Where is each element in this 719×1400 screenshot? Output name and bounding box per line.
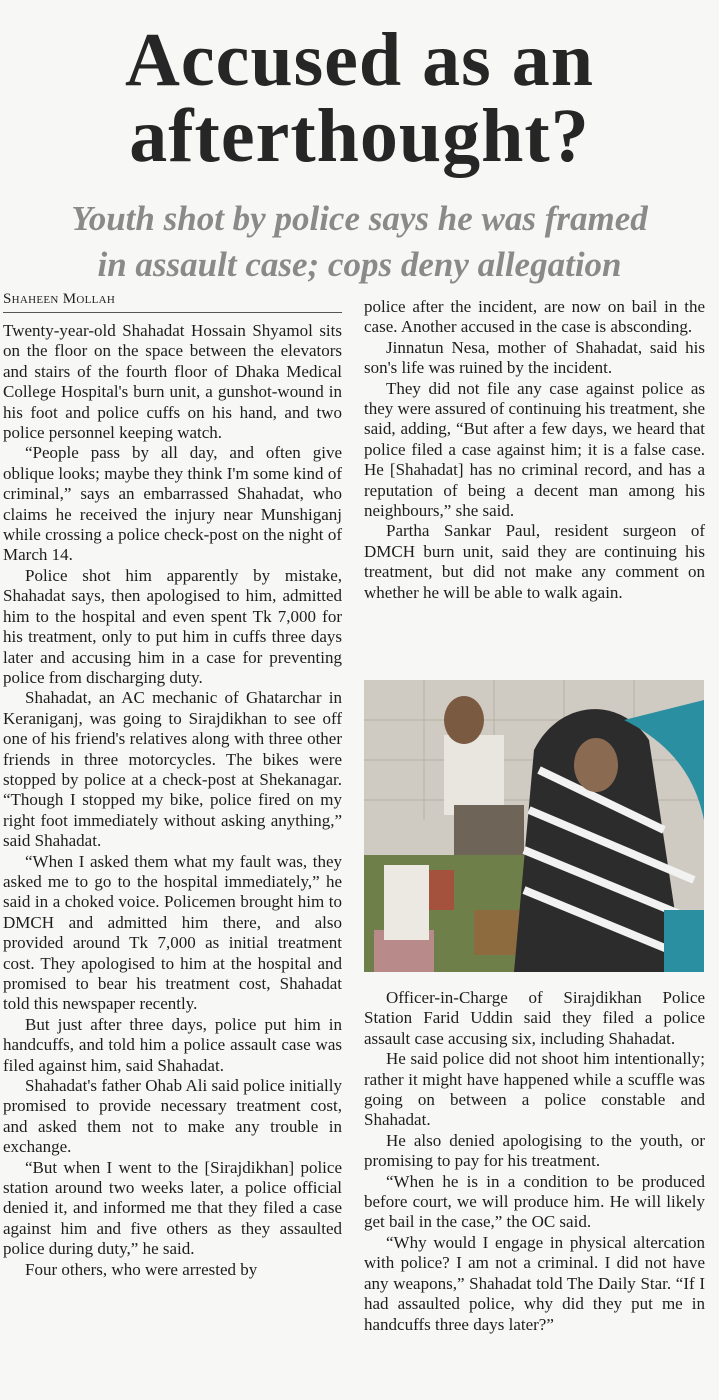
- headline-line-1: Accused as an: [124, 18, 595, 102]
- headline: [0, 18, 719, 178]
- paragraph: Shahadat's father Ohab Ali said police initially promised to provide necessary treatment cost, and asked them not to make any trouble in exchange.: [3, 1076, 342, 1157]
- news-photo: [364, 680, 704, 972]
- paragraph: They did not file any case against police as they were assured of continuing his treatment, she said, adding, “But after a few days, we heard that police filed a case against him; it is a false case. He [Shahadat] has no criminal record, and has a reputation of being a decent man among his neighbours,” she said.: [364, 378, 705, 521]
- subheadline-line-1: Youth shot by police says he was framed: [71, 199, 648, 238]
- paragraph: Police shot him apparently by mistake, Shahadat says, then apologised to him, admitted him to the hospital and even spent Tk 7,000 for his treatment, only to put him in cuffs three days later and accusing him in a case for preventing police from discharging duty.: [3, 565, 342, 687]
- headline-line-2: afterthought?: [129, 94, 590, 178]
- paragraph: “People pass by all day, and often give oblique looks; maybe they think I'm some kind of criminal,” says an embarrassed Shahadat, who claims he received the injury near Munshiganj while crossing a police check-post on the night of March 14.: [3, 443, 342, 565]
- subheadline: [0, 196, 719, 288]
- paragraph: Shahadat, an AC mechanic of Ghatarchar in Keraniganj, was going to Sirajdikhan to see off one of his friend's relatives along with three other friends in three motorcycles. The bikes were stopped by police at a check-post at Shekanagar. “Though I stopped my bike, police fired on my right foot immediately without asking anything,” said Shahadat.: [3, 688, 342, 851]
- paragraph: Four others, who were arrested by: [25, 1259, 258, 1279]
- subheadline-line-2: in assault case; cops deny allegation: [97, 245, 622, 284]
- paragraph: police after the incident, are now on bail in the case. Another accused in the case is absconding.: [364, 297, 705, 337]
- paragraph: Twenty-year-old Shahadat Hossain Shyamol sits on the floor on the space between the elevators and stairs of the fourth floor of Dhaka Medical College Hospital's burn unit, a gunshot-wound in his foot and police cuffs on his hand, and two police personnel keeping watch.: [3, 321, 342, 443]
- paragraph: He said police did not shoot him intentionally; rather it might have happened while a scuffle was going on between a police constable and Shahadat.: [364, 1049, 705, 1130]
- article-column-left: [3, 321, 342, 1280]
- paragraph: Jinnatun Nesa, mother of Shahadat, said his son's life was ruined by the incident.: [364, 337, 705, 378]
- paragraph: “When I asked them what my fault was, they asked me to go to the hospital immediately,” he said in a choked voice. Policemen brought him to DMCH and admitted him there, and also provided around Tk 7,000 as initial treatment cost. They apologised to him at the hospital and promised to bear his treatment cost, Shahadat told this newspaper recently.: [3, 851, 342, 1014]
- byline: Shaheen Mollah: [3, 291, 342, 313]
- article-column-right-bottom: [364, 988, 705, 1335]
- paragraph: “When he is in a condition to be produced before court, we will produce him. He will likely get bail in the case,” the OC said.: [364, 1171, 705, 1232]
- paragraph: Partha Sankar Paul, resident surgeon of DMCH burn unit, said they are continuing his treatment, but did not make any comment on whether he will be able to walk again.: [364, 521, 705, 602]
- paragraph: “But when I went to the [Sirajdikhan] police station around two weeks later, a police official denied it, and informed me that they filed a case against him and five others as they assaulted police during duty,” he said.: [3, 1157, 342, 1259]
- paragraph: But just after three days, police put him in handcuffs, and told him a police assault case was filed against him, said Shahadat.: [3, 1014, 342, 1075]
- article-column-right-top: [364, 297, 705, 603]
- paragraph: Officer-in-Charge of Sirajdikhan Police Station Farid Uddin said they filed a police assault case accusing six, including Shahadat.: [364, 988, 705, 1048]
- paragraph: “Why would I engage in physical altercation with police? I am not a criminal. I did not have any weapons,” Shahadat told The Daily Star. “If I had assaulted police, why did they put me in handcuffs three days later?”: [364, 1232, 705, 1334]
- paragraph: He also denied apologising to the youth, or promising to pay for his treatment.: [364, 1130, 705, 1171]
